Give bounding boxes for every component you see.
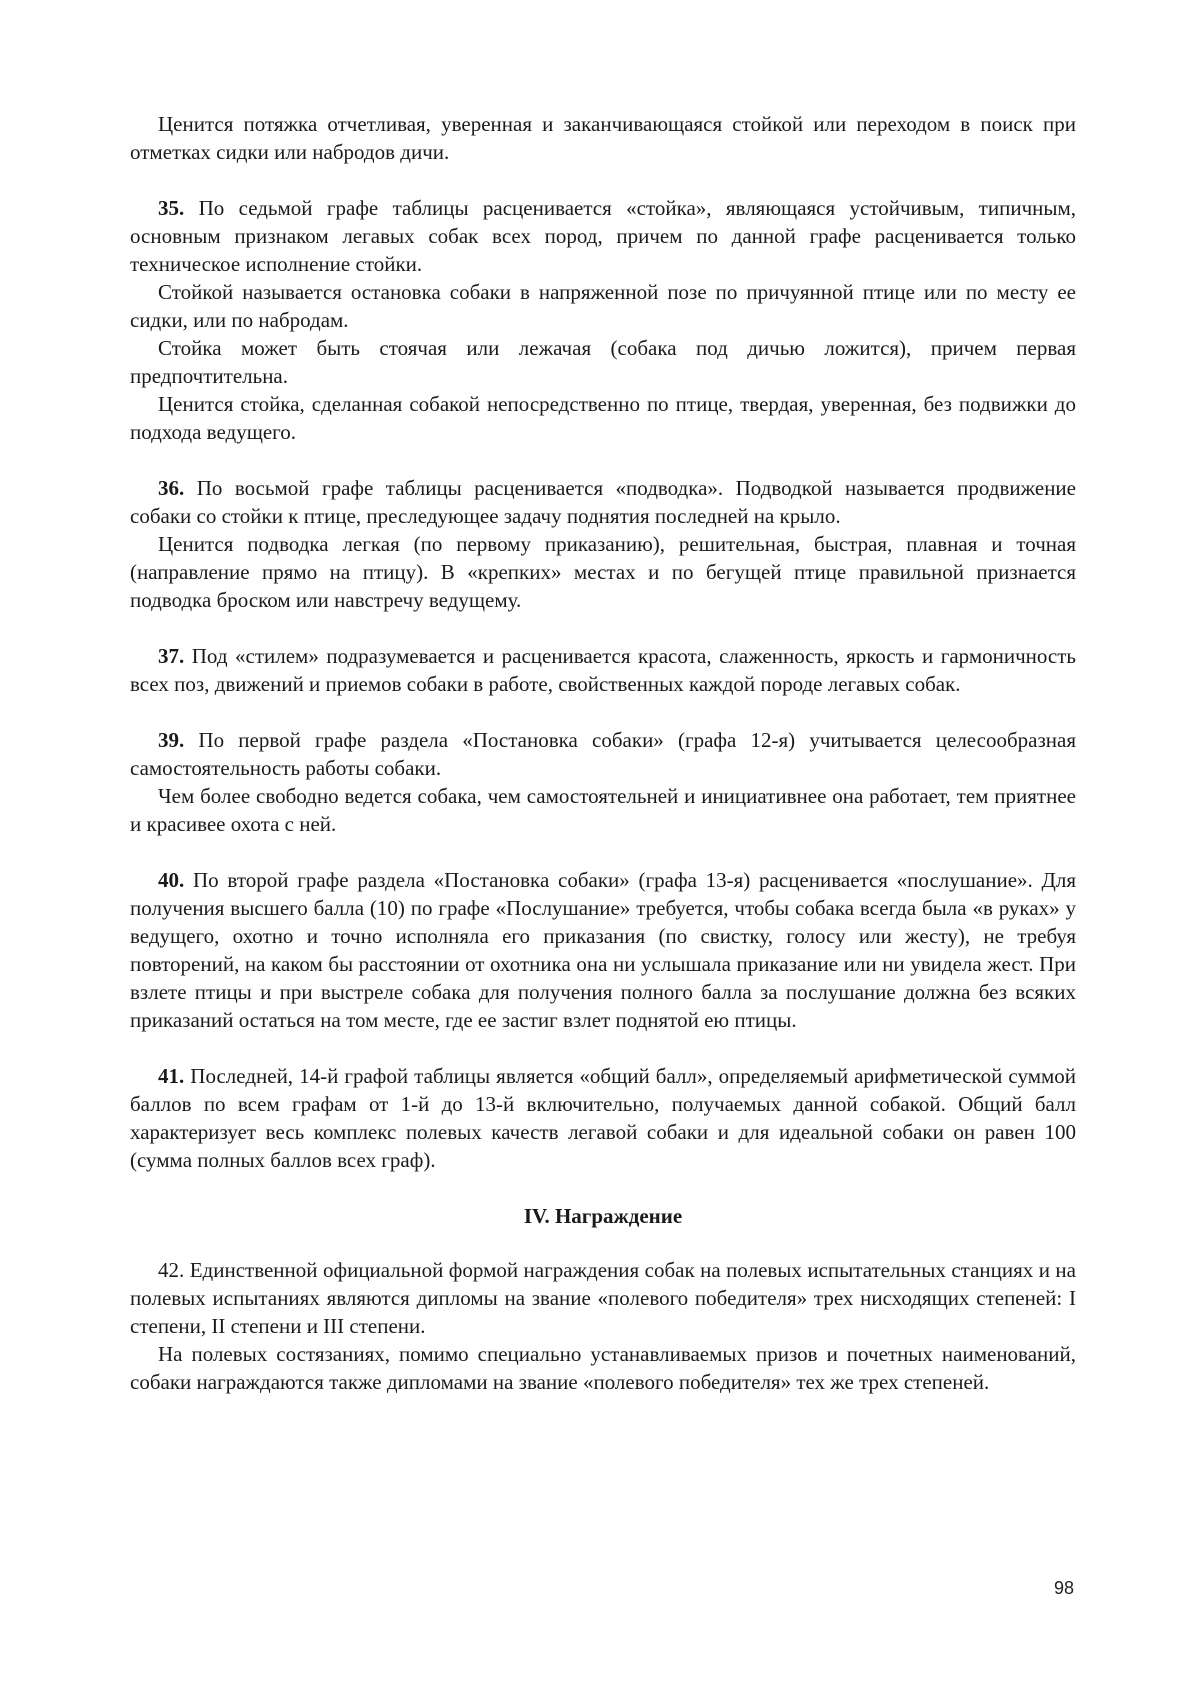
paragraph-text: 42. Единственной официальной формой награждения собак на полевых испытательных станциях и на полевых испытаниях являются дипломы на звание «полевого победителя» трех нисходящих степеней: I степени, II степени и III степени. [130,1258,1076,1338]
paragraph-block-37 [130,642,1076,698]
section-heading: IV. Награждение [523,1204,683,1228]
paragraph-text: По седьмой графе таблицы расценивается «стойка», являющаяся устойчивым, типичным, основным признаком легавых собак всех пород, причем по данной графе расценивается только техническое исполнение стойки. [130,196,1077,276]
clause-number: 36. [158,476,185,500]
paragraph-text: Под «стилем» подразумевается и расценивается красота, слаженность, яркость и гармоничность всех поз, движений и приемов собаки в работе, свойственных каждой породе легавых собак. [130,644,1077,696]
paragraph [130,1256,1076,1340]
paragraph-text: По второй графе раздела «Постановка собаки» (графа 13-я) расценивается «послушание». Для получения высшего балла (10) по графе «Послушание» требуется, чтобы собака всегда была «в руках» у ведущего, охотно и точно исполняла его приказания (по свистку, голосу или жесту), не требуя повторений, на каком бы расстоянии от охотника она ни услышала приказание или ни увидела жест. При взлете птицы и при выстреле собака для получения полного балла за послушание должна без всяких приказаний остаться на том месте, где ее застиг взлет поднятой ею птицы. [130,868,1076,1032]
paragraph-block-40 [130,866,1076,1034]
paragraph-block-34 [130,110,1076,166]
paragraph [130,278,1076,334]
paragraph-text: Последней, 14-й графой таблицы является «общий балл», определяемый арифметической суммой баллов по всем графам от 1-й до 13-й включительно, получаемых данной собакой. Общий балл характеризует весь комплекс полевых качеств легавой собаки и для идеальной собаки он равен 100 (сумма полных баллов всех граф). [130,1064,1077,1172]
paragraph-block-39 [130,726,1076,838]
paragraph [130,194,1076,278]
paragraph [130,1062,1076,1174]
paragraph [130,642,1076,698]
paragraph [130,1340,1076,1396]
clause-number: 40. [158,868,185,892]
paragraph [130,866,1076,1034]
paragraph-text: По первой графе раздела «Постановка собаки» (графа 12-я) учитывается целесообразная самостоятельность работы собаки. [130,728,1076,780]
paragraph [130,782,1076,838]
clause-number: 35. [158,196,185,220]
paragraph [130,530,1076,614]
paragraph-block-36 [130,474,1076,614]
paragraph [130,726,1076,782]
paragraph-block-41 [130,1062,1076,1174]
clause-number: 39. [158,728,185,752]
paragraph [130,390,1076,446]
clause-number: 41. [158,1064,185,1088]
page-number: 98 [1053,1578,1074,1598]
clause-number: 37. [158,644,185,668]
document-page [130,110,1076,1424]
paragraph-text: Чем более свободно ведется собака, чем самостоятельней и инициативнее она работает, тем приятнее и красивее охота с ней. [130,784,1076,836]
paragraph-text: Стойкой называется остановка собаки в напряженной позе по причуянной птице или по месту ее сидки, или по набродам. [130,280,1076,332]
paragraph-text: Ценится потяжка отчетливая, уверенная и заканчивающаяся стойкой или переходом в поиск при отметках сидки или набродов дичи. [130,112,1076,164]
paragraph [130,110,1076,166]
paragraph-block-35 [130,194,1076,446]
paragraph [130,474,1076,530]
paragraph-block-42 [130,1256,1076,1396]
paragraph-text: По восьмой графе таблицы расценивается «подводка». Подводкой называется продвижение собаки со стойки к птице, преследующее задачу поднятия последней на крыло. [130,476,1076,528]
paragraph-text: Ценится стойка, сделанная собакой непосредственно по птице, твердая, уверенная, без подвижки до подхода ведущего. [130,392,1076,444]
paragraph-text: На полевых состязаниях, помимо специально устанавливаемых призов и почетных наименований, собаки награждаются также дипломами на звание «полевого победителя» тех же трех степеней. [130,1342,1076,1394]
paragraph [130,334,1076,390]
paragraph-text: Стойка может быть стоячая или лежачая (собака под дичью ложится), причем первая предпочтительна. [130,336,1076,388]
paragraph-text: Ценится подводка легкая (по первому приказанию), решительная, быстрая, плавная и точная (направление прямо на птицу). В «крепких» местах и по бегущей птице правильной признается подводка броском или навстречу ведущему. [130,532,1076,612]
